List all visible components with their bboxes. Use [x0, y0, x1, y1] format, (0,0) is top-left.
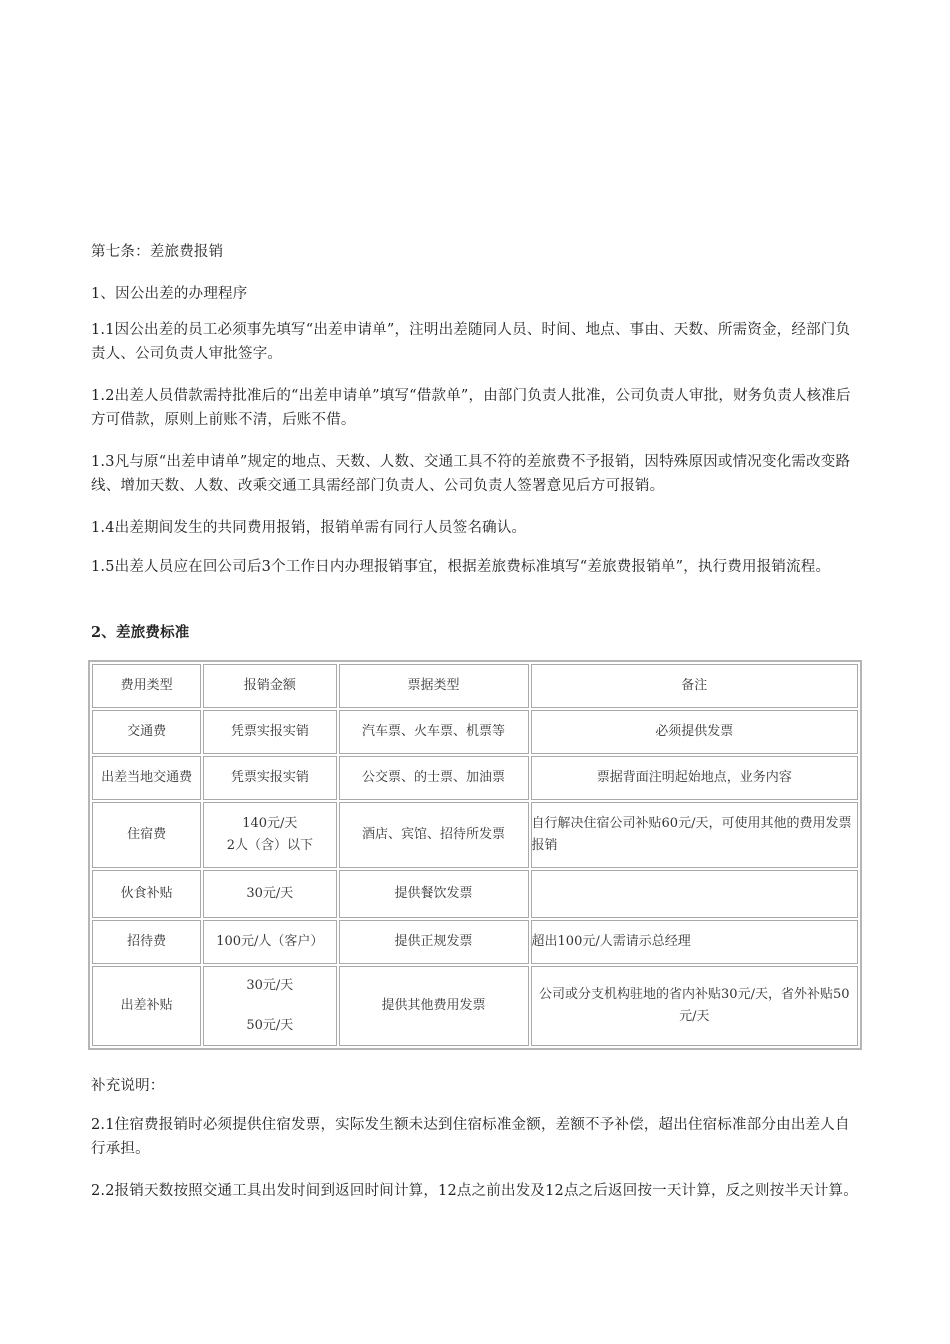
header-cell: 费用类型 — [92, 664, 201, 708]
expense-type-cell: 招待费 — [92, 920, 201, 964]
table-row — [92, 756, 858, 800]
note-cell: 超出100元/人需请示总经理 — [531, 920, 858, 964]
expense-type-cell: 出差当地交通费 — [92, 756, 201, 800]
table-row — [92, 870, 858, 918]
note-cell: 票据背面注明起始地点，业务内容 — [531, 756, 858, 800]
receipt-cell: 提供其他费用发票 — [339, 966, 529, 1046]
receipt-cell: 提供餐饮发票 — [339, 870, 529, 918]
amount-line: 50元/天 — [246, 1018, 294, 1033]
receipt-cell: 酒店、宾馆、招待所发票 — [339, 802, 529, 868]
amount-cell: 凭票实报实销 — [203, 710, 336, 754]
header-cell: 票据类型 — [339, 664, 529, 708]
header-cell: 备注 — [531, 664, 858, 708]
receipt-cell: 公交票、的士票、加油票 — [339, 756, 529, 800]
supplement-2-2: 2.2报销天数按照交通工具出发时间到返回时间计算，12点之前出发及12点之后返回按一天计算，反之则按半天计算。 — [91, 1183, 858, 1199]
note-cell: 必须提供发票 — [531, 710, 858, 754]
line-spacer — [206, 997, 333, 1015]
amount-cell — [203, 802, 336, 868]
amount-line: 30元/天 — [246, 978, 294, 993]
clause-1-5: 1.5出差人员应在回公司后3个工作日内办理报销事宜，根据差旅费标准填写“差旅费报销单”，执行费用报销流程。 — [91, 559, 831, 575]
amount-cell: 30元/天 — [203, 870, 336, 918]
clause-1-4: 1.4出差期间发生的共同费用报销，报销单需有同行人员签名确认。 — [91, 520, 527, 536]
article-title: 第七条：差旅费报销 — [91, 244, 224, 260]
clause-1-2: 1.2出差人员借款需持批准后的“出差申请单”填写“借款单”，由部门负责人批准，公司负责人审批，财务负责人核准后方可借款，原则上前账不清，后账不借。 — [91, 388, 851, 428]
expense-type-cell: 出差补贴 — [92, 966, 201, 1046]
table-row — [92, 920, 858, 964]
section-1-heading: 1、因公出差的办理程序 — [91, 286, 248, 302]
supplement-heading: 补充说明： — [91, 1078, 165, 1094]
note-cell: 自行解决住宿公司补贴60元/天，可使用其他的费用发票报销 — [531, 802, 858, 868]
expense-type-cell: 伙食补贴 — [92, 870, 201, 918]
receipt-cell: 提供正规发票 — [339, 920, 529, 964]
header-cell: 报销金额 — [203, 664, 336, 708]
table-row — [92, 966, 858, 1046]
expense-type-cell: 交通费 — [92, 710, 201, 754]
amount-line: 140元/天 — [242, 816, 298, 831]
supplement-2-1: 2.1住宿费报销时必须提供住宿发票，实际发生额未达到住宿标准金额，差额不予补偿，超出住宿标准部分由出差人自行承担。 — [91, 1117, 850, 1157]
table-row — [92, 710, 858, 754]
receipt-cell: 汽车票、火车票、机票等 — [339, 710, 529, 754]
travel-expense-standard-table — [88, 660, 862, 1050]
clause-1-3: 1.3凡与原“出差申请单”规定的地点、天数、人数、交通工具不符的差旅费不予报销，因特殊原因或情况变化需改变路线、增加天数、人数、改乘交通工具需经部门负责人、公司负责人签署意见后方可报销。 — [91, 454, 851, 494]
table-row — [92, 802, 858, 868]
amount-cell — [203, 966, 336, 1046]
clause-1-1: 1.1因公出差的员工必须事先填写“出差申请单”，注明出差随同人员、时间、地点、事由、天数、所需资金，经部门负责人、公司负责人审批签字。 — [91, 322, 851, 362]
note-cell: 公司或分支机构驻地的省内补贴30元/天，省外补贴50元/天 — [531, 966, 858, 1046]
table-header-row — [92, 664, 858, 708]
expense-type-cell: 住宿费 — [92, 802, 201, 868]
section-2-heading: 2、差旅费标准 — [91, 624, 190, 641]
amount-cell: 100元/人（客户） — [203, 920, 336, 964]
amount-line: 2人（含）以下 — [226, 838, 313, 853]
amount-cell: 凭票实报实销 — [203, 756, 336, 800]
note-cell — [531, 870, 858, 918]
